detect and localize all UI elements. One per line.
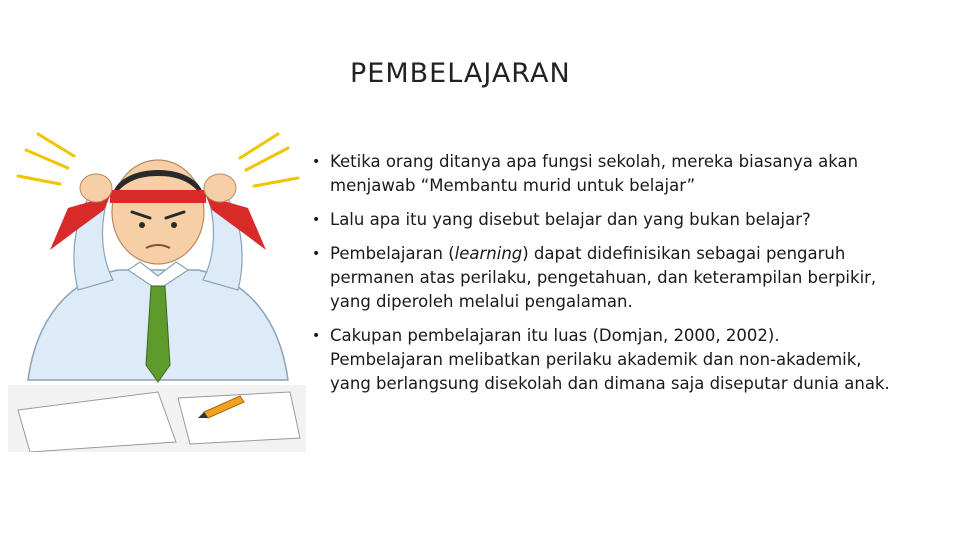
headband (110, 190, 206, 203)
bullet-item (306, 242, 896, 314)
bullet-list (306, 150, 896, 406)
bullet-item (306, 324, 896, 396)
bullet-item (306, 150, 896, 198)
stressed-student-illustration (8, 130, 306, 452)
left-eye (139, 222, 145, 228)
bullet-text-pre: Pembelajaran ( (330, 244, 455, 263)
right-fist (204, 174, 236, 202)
right-eye (171, 222, 177, 228)
left-fist (80, 174, 112, 202)
bullet-text: Lalu apa itu yang disebut belajar dan yang bukan belajar? (330, 210, 811, 229)
bullet-text: Ketika orang ditanya apa fungsi sekolah, mereka biasanya akan menjawab “Membantu murid untuk belajar” (330, 152, 859, 195)
tie (146, 286, 170, 382)
bullet-item (306, 208, 896, 232)
bullet-text: Cakupan pembelajaran itu luas (Domjan, 2000, 2002). Pembelajaran melibatkan perilaku akademik dan non-akademik, yang berlangsung disekolah dan dimana saja diseputar dunia anak. (330, 326, 890, 393)
bullet-text-emphasis: learning (454, 244, 523, 263)
bullet-text-post: ) dapat didefinisikan sebagai pengaruh permanen atas perilaku, pengetahuan, dan keterampilan berpikir, yang diperoleh melalui pengalaman. (330, 244, 877, 311)
slide-title: PEMBELAJARAN (350, 58, 571, 89)
